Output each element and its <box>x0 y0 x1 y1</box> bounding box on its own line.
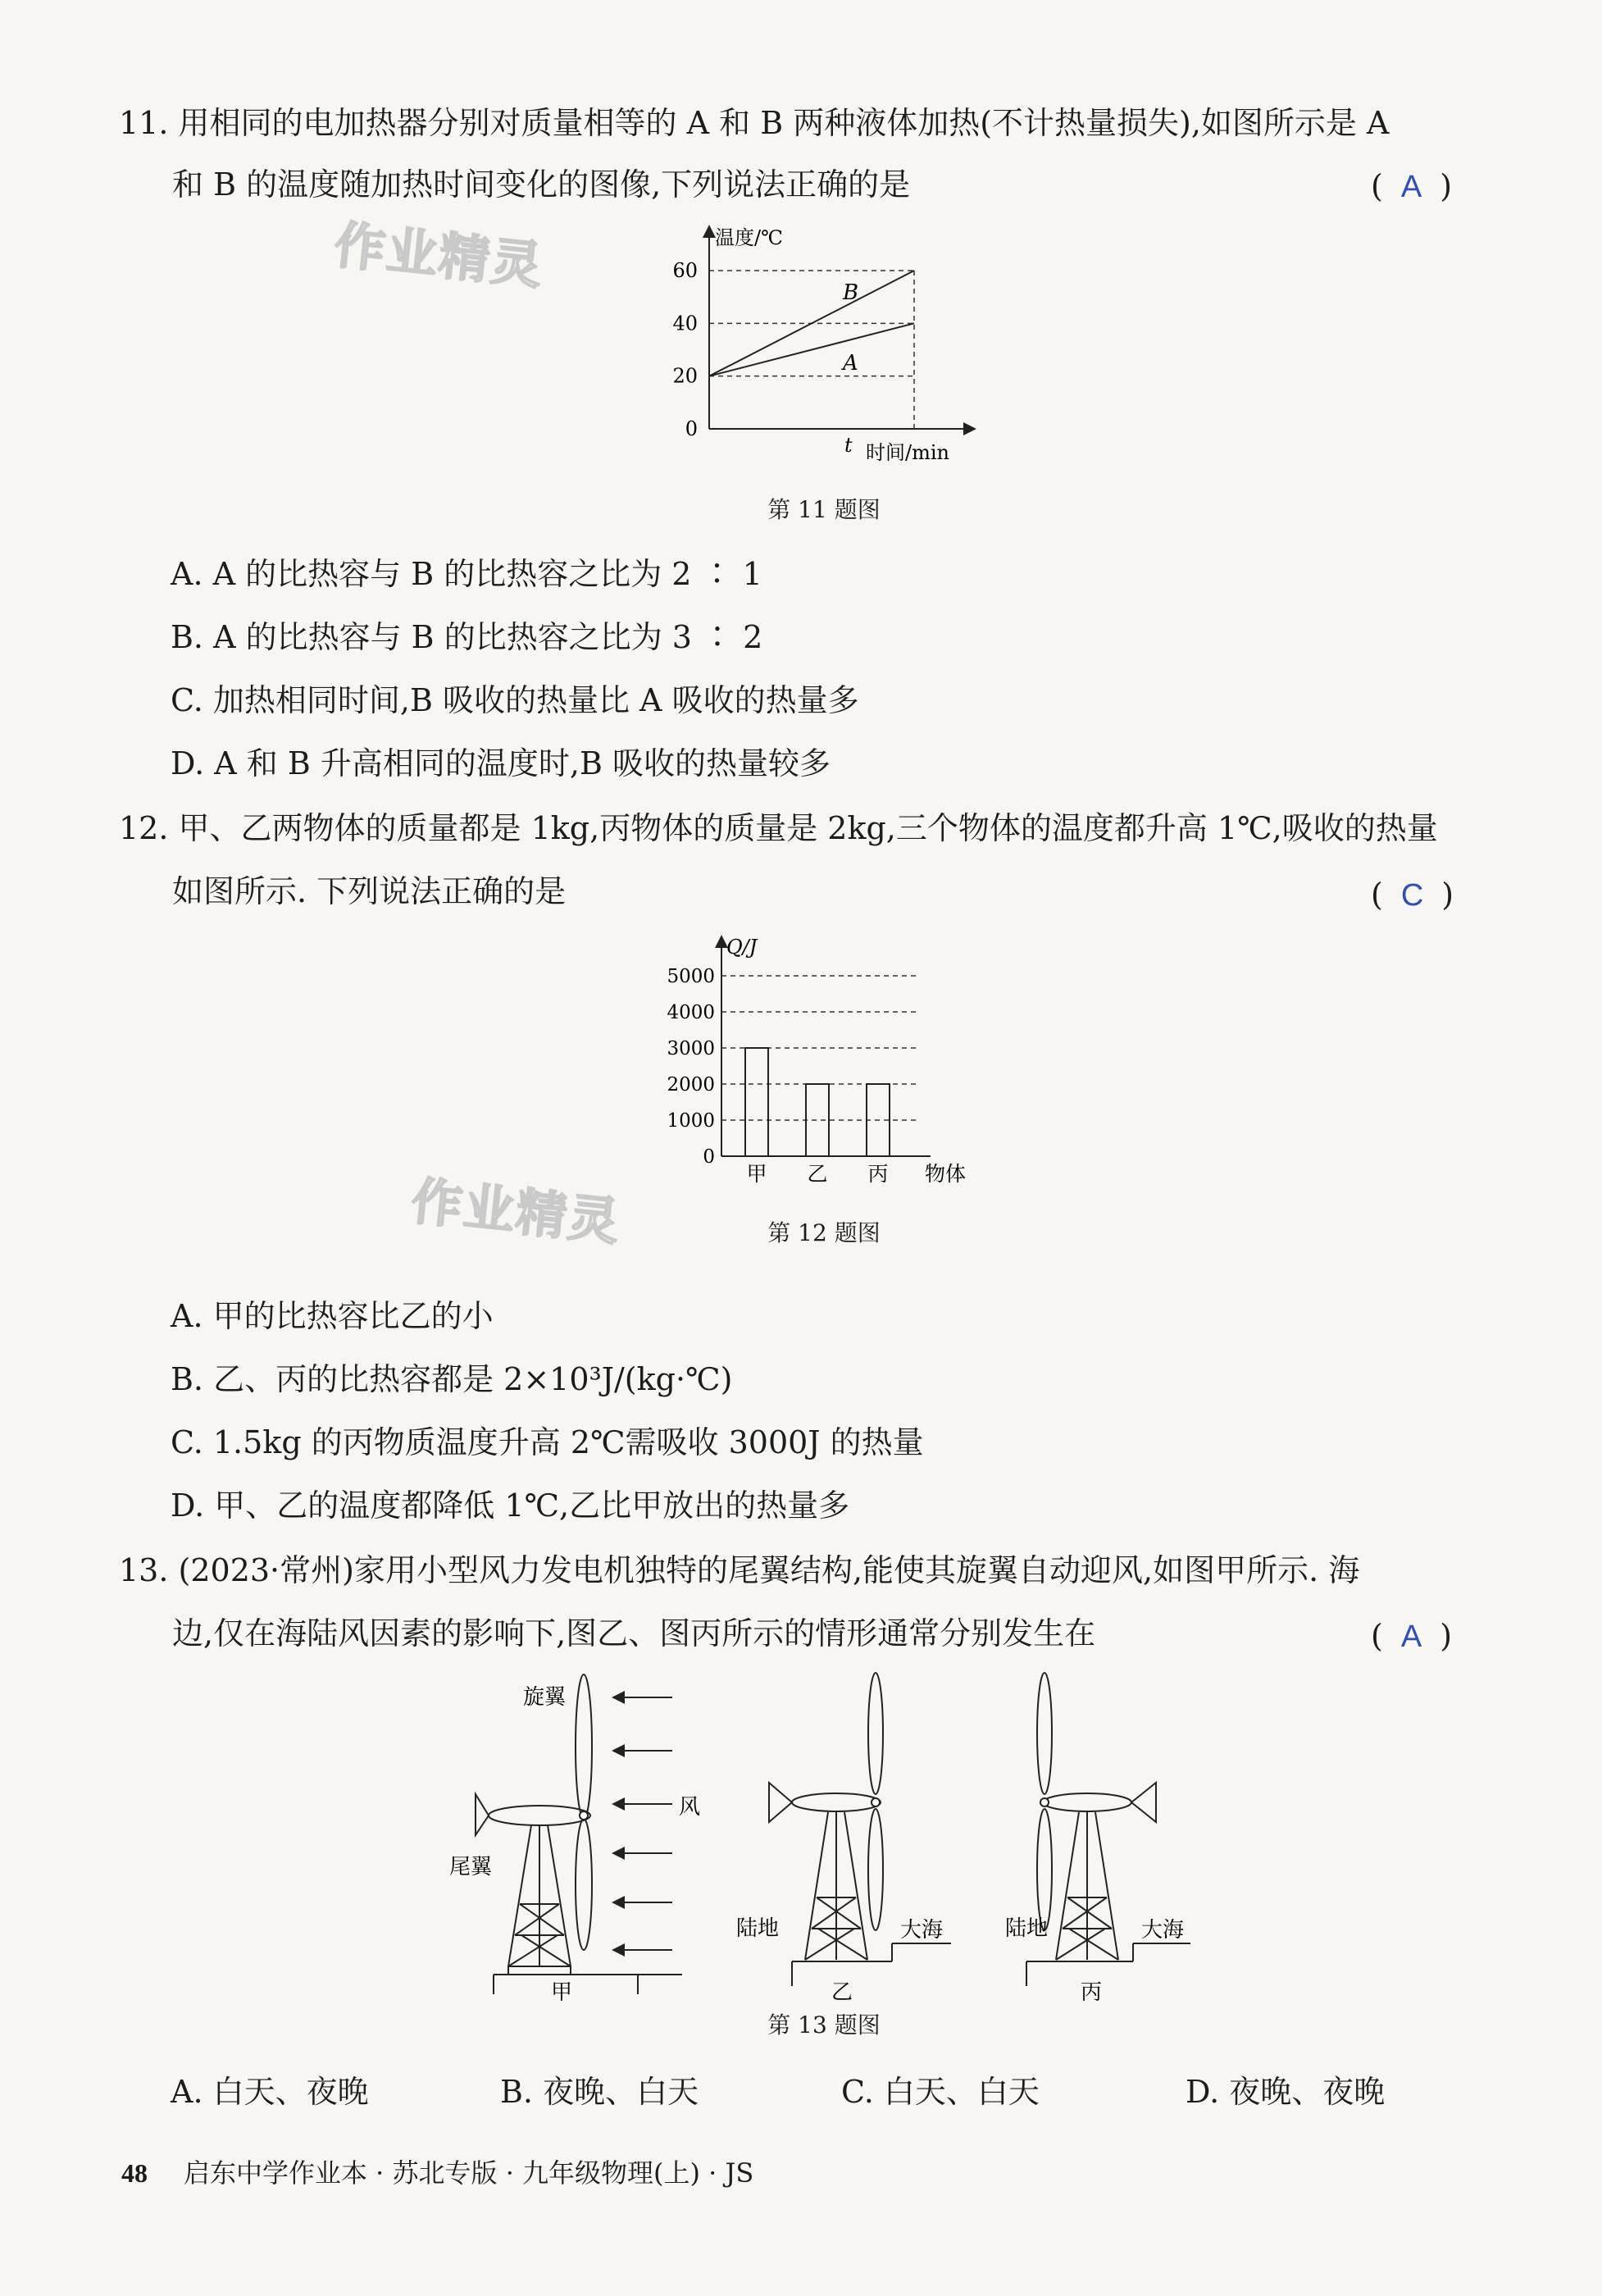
q11-x-tick: t <box>844 434 853 457</box>
q12-option-a: A. 甲的比热容比乙的小 <box>171 1298 494 1334</box>
q13-figure <box>426 1665 1213 2009</box>
turbine-jia <box>476 1674 592 1975</box>
label-land-bing: 陆地 <box>1005 1916 1049 1941</box>
rotor-blade-bottom <box>576 1819 592 1950</box>
q12-y-tick: 2000 <box>667 1074 715 1096</box>
q11-series-label: B <box>843 280 859 305</box>
label-rotor: 旋翼 <box>523 1685 567 1710</box>
q11-y-label: 温度/℃ <box>715 226 783 249</box>
q12-y-tick: 5000 <box>667 966 715 987</box>
q12-category-label: 丙 <box>867 1162 889 1186</box>
q12-y-tick: 0 <box>703 1146 715 1168</box>
watermark: 作业精灵 <box>408 1170 624 1253</box>
q11-y-tick: 40 <box>672 312 698 335</box>
turbine-yi <box>769 1673 883 1960</box>
q11-answer-value: A <box>1400 170 1422 204</box>
q12-option-c: C. 1.5kg 的丙物质温度升高 2℃需吸收 3000J 的热量 <box>171 1424 924 1460</box>
q12-chart <box>623 933 1000 1196</box>
ground-jia <box>494 1975 682 1994</box>
q11-option-c: C. 加热相同时间,B 吸收的热量比 A 吸收的热量多 <box>171 682 859 718</box>
q13-option-d: D. 夜晚、夜晚 <box>1186 2074 1386 2110</box>
q11-y-tick: 20 <box>672 364 698 388</box>
q13-caption: 第 13 题图 <box>767 2011 881 2039</box>
label-yi: 乙 <box>831 1980 853 2005</box>
ground-yi <box>792 1943 951 1986</box>
turbine-bing <box>1037 1673 1156 1960</box>
q12-answer: ( C ) <box>1371 877 1454 913</box>
q11-answer: ( A ) <box>1371 168 1453 204</box>
q11-option-a: A. A 的比热容与 B 的比热容之比为 2 ∶ 1 <box>171 556 762 592</box>
q11-text-line2: 和 B 的温度随加热时间变化的图像,下列说法正确的是 <box>172 166 911 203</box>
label-land-yi: 陆地 <box>736 1916 780 1941</box>
q12-bar <box>745 1048 768 1156</box>
q12-option-d: D. 甲、乙的温度都降低 1℃,乙比甲放出的热量多 <box>171 1487 850 1524</box>
page-number: 48 <box>121 2158 148 2188</box>
q11-x-label: 时间/min <box>866 441 949 464</box>
q12-y-tick: 3000 <box>667 1038 715 1059</box>
book-title: 启东中学作业本 · 苏北专版 · 九年级物理(上) · JS <box>184 2157 754 2189</box>
q12-y-label: Q/J <box>726 936 758 959</box>
q12-y-tick: 1000 <box>667 1110 715 1132</box>
q12-caption: 第 12 题图 <box>767 1219 881 1246</box>
q13-option-b: B. 夜晚、白天 <box>500 2074 699 2110</box>
ground-bing <box>1026 1943 1190 1986</box>
q11-caption: 第 11 题图 <box>767 496 881 523</box>
q11-series-A <box>709 323 914 376</box>
q13-answer: ( A ) <box>1371 1618 1453 1654</box>
rotor-blade-top <box>576 1674 592 1819</box>
q12-text-line2: 如图所示. 下列说法正确的是 <box>172 873 567 909</box>
wind-arrows <box>615 1697 672 1950</box>
q11-series-label: A <box>843 350 858 376</box>
label-wind: 风 <box>679 1795 701 1820</box>
tail-fin <box>476 1794 489 1835</box>
q11-option-d: D. A 和 B 升高相同的温度时,B 吸收的热量较多 <box>171 745 831 781</box>
q11-y-tick: 60 <box>672 259 698 282</box>
q12-x-label: 物体 <box>925 1162 967 1186</box>
q11-y-tick: 0 <box>685 417 698 440</box>
q12-text-line1: 12. 甲、乙两物体的质量都是 1kg,丙物体的质量是 2kg,三个物体的温度都升高 1℃,吸收的热量 <box>119 810 1438 846</box>
q13-text-line2: 边,仅在海陆风因素的影响下,图乙、图丙所示的情形通常分别发生在 <box>172 1615 1096 1651</box>
q13-answer-value: A <box>1400 1620 1422 1654</box>
q12-option-b: B. 乙、丙的比热容都是 2×10³J/(kg·℃) <box>171 1361 733 1397</box>
label-tail: 尾翼 <box>449 1855 493 1879</box>
q11-text-line1: 11. 用相同的电加热器分别对质量相等的 A 和 B 两种液体加热(不计热量损失),如图所示是 A <box>119 105 1390 141</box>
q13-option-a: A. 白天、夜晚 <box>171 2074 369 2110</box>
nacelle <box>489 1806 590 1825</box>
q12-answer-value: C <box>1400 878 1424 913</box>
page-footer <box>121 2157 753 2189</box>
label-bing: 丙 <box>1081 1980 1103 2005</box>
q11-option-b: B. A 的比热容与 B 的比热容之比为 3 ∶ 2 <box>171 619 763 655</box>
q12-y-tick: 4000 <box>667 1002 715 1023</box>
watermark: 作业精灵 <box>331 214 547 297</box>
q13-text-line1: 13. (2023·常州)家用小型风力发电机独特的尾翼结构,能使其旋翼自动迎风,如图甲所示. 海 <box>119 1552 1360 1588</box>
label-jia: 甲 <box>551 1980 573 2005</box>
label-sea-bing: 大海 <box>1141 1918 1185 1943</box>
q11-chart <box>639 220 984 474</box>
label-sea-yi: 大海 <box>900 1918 944 1943</box>
q12-category-label: 甲 <box>746 1162 767 1186</box>
q13-option-c: C. 白天、白天 <box>841 2074 1040 2110</box>
q12-category-label: 乙 <box>807 1162 828 1186</box>
